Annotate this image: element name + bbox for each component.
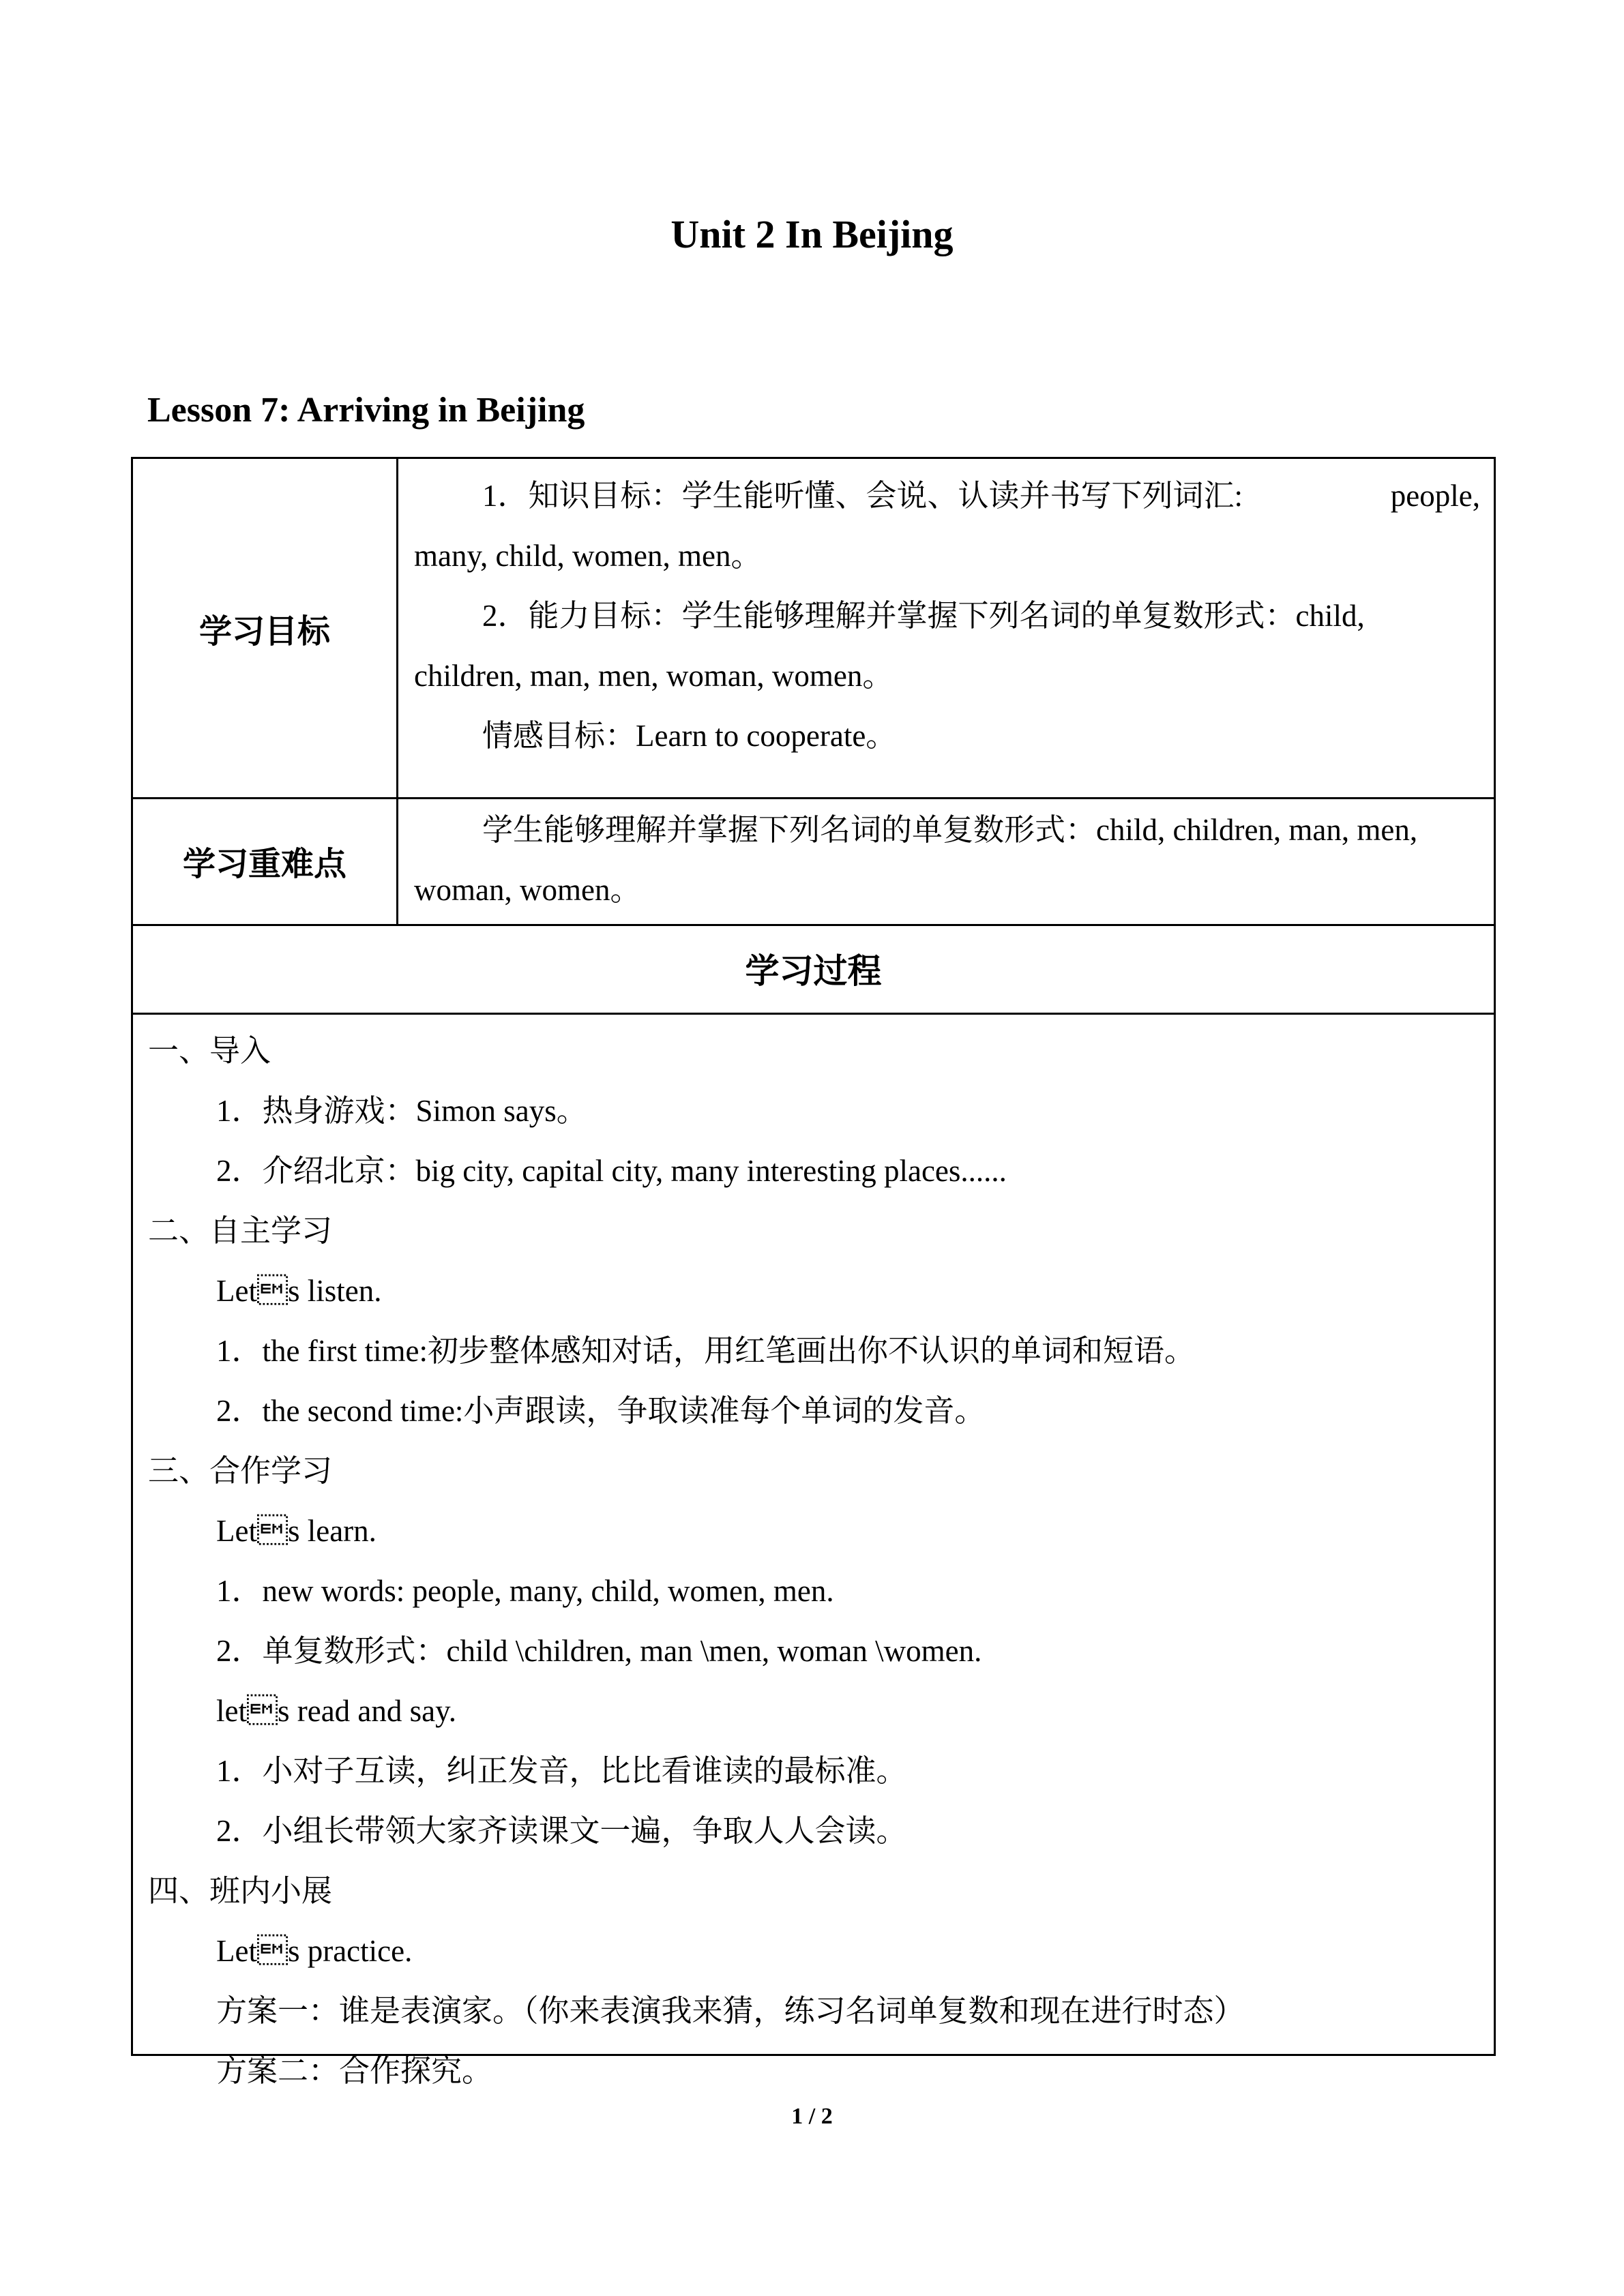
section-3-item: lets read and say. xyxy=(216,1694,456,1728)
section-4-item: 方案二：合作探究。 xyxy=(216,2054,493,2088)
key-points-line-1-cont: woman, women。 xyxy=(414,873,641,907)
section-3-item: 1．new words: people, many, child, women, men. xyxy=(216,1574,834,1608)
section-1-item: 1．热身游戏：Simon says。 xyxy=(216,1094,587,1128)
key-points-line-1: 学生能够理解并掌握下列名词的单复数形式：child, children, man, men, xyxy=(482,813,1418,847)
process-header: 学习过程 xyxy=(745,951,882,991)
process-content xyxy=(148,1021,1480,2101)
section-3-title: 三、合作学习 xyxy=(148,1454,333,1488)
goals-line-2: 2．能力目标：学生能够理解并掌握下列名词的单复数形式：child, xyxy=(482,599,1365,633)
goals-line-1-end: people, xyxy=(1390,479,1480,513)
goals-line-1 xyxy=(414,466,1480,526)
goals-line-1-start: 1．知识目标：学生能听懂、会说、认读并书写下列词汇: xyxy=(482,479,1243,513)
section-1-item: 2．介绍北京：big city, capital city, many interesting places...... xyxy=(216,1154,1007,1188)
section-4-title: 四、班内小展 xyxy=(148,1874,333,1908)
key-points-label: 学习重难点 xyxy=(182,844,346,883)
document-title: Unit 2 In Beijing xyxy=(670,212,954,256)
section-4-item: 方案一：谁是表演家。（你来表演我来猜，练习名词单复数和现在进行时态） xyxy=(216,1994,1245,2028)
section-4-item: Lets practice. xyxy=(216,1934,413,1968)
goals-line-3: 情感目标：Learn to cooperate。 xyxy=(482,719,897,753)
column-divider xyxy=(396,459,398,924)
section-3-item: Lets learn. xyxy=(216,1514,377,1548)
lesson-table xyxy=(131,457,1496,2088)
section-1-title: 一、导入 xyxy=(148,1034,271,1068)
row-divider xyxy=(133,1013,1494,1015)
goals-label: 学习目标 xyxy=(198,612,330,651)
goals-content xyxy=(414,466,1480,766)
section-3-item: 2．小组长带领大家齐读课文一遍，争取人人会读。 xyxy=(216,1814,907,1848)
section-2-title: 二、自主学习 xyxy=(148,1214,333,1248)
section-2-item: 2．the second time:小声跟读，争取读准每个单词的发音。 xyxy=(216,1394,986,1428)
page-number: 1 / 2 xyxy=(791,2104,833,2129)
section-2-item: Lets listen. xyxy=(216,1274,382,1308)
section-2-item: 1．the first time:初步整体感知对话，用红笔画出你不认识的单词和短语。 xyxy=(216,1334,1195,1368)
section-3-item: 1．小对子互读，纠正发音，比比看谁读的最标准。 xyxy=(216,1754,907,1788)
lesson-title: Lesson 7: Arriving in Beijing xyxy=(147,391,585,430)
goals-line-1-cont: many, child, women, men。 xyxy=(414,539,762,573)
key-points-content xyxy=(414,800,1480,920)
section-3-item: 2．单复数形式：child \children, man \men, woman \women. xyxy=(216,1634,982,1668)
goals-line-2-cont: children, man, men, woman, women。 xyxy=(414,659,894,693)
